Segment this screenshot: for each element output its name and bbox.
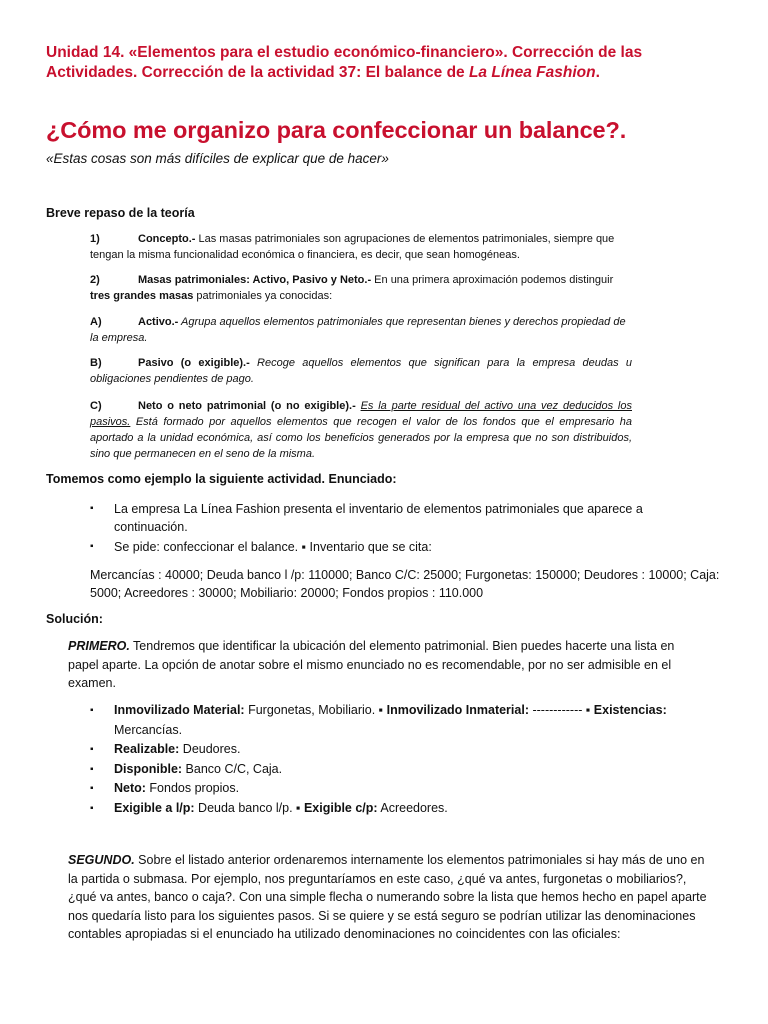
list-label: Exigible a l/p: xyxy=(114,800,195,815)
item-number: 2) xyxy=(90,274,100,286)
theory-item-a xyxy=(90,314,632,346)
item-text: Está formado por aquellos elementos que recogen el valor de los fondos que el empresario ha aportado a la unidad económica, así como los beneficios generados por la empresa que no son distribuidos, sino que permanecen en el seno de la misma. xyxy=(90,416,632,460)
list-item xyxy=(90,760,720,780)
item-bold: tres grandes masas xyxy=(90,290,194,302)
item-label: Concepto.- xyxy=(138,233,196,245)
list-label: Disponible: xyxy=(114,761,183,776)
bullet-icon: ▪ xyxy=(90,541,94,552)
theory-item-2 xyxy=(90,272,632,304)
item-label: Pasivo (o exigible).- xyxy=(138,357,250,369)
solution-heading: Solución: xyxy=(46,612,103,626)
item-underlined: Es la parte residual del activo una vez deducidos los pasivos. xyxy=(90,400,632,428)
step-text: Tendremos que identificar la ubicación del elemento patrimonial. Bien puedes hacerte una lista en papel aparte. La opción de anotar sobre el mismo enunciado no es recomendable, por no ser admisible en el examen. xyxy=(68,639,675,690)
bullet-icon: ▪ xyxy=(90,744,94,755)
list-label: Exigible c/p: xyxy=(303,800,378,815)
list-text: ------------ ▪ xyxy=(528,703,594,717)
list-text: Banco C/C, Caja. xyxy=(182,761,283,776)
list-label: Realizable: xyxy=(114,742,180,756)
item-tail: patrimoniales ya conocidas: xyxy=(193,290,333,302)
list-text: Mercancías. xyxy=(114,722,183,737)
example-heading: Tomemos como ejemplo la siguiente actividad. Enunciado: xyxy=(46,472,397,486)
inventory-text: Mercancías : 40000; Deuda banco l /p: 110000; Banco C/C: 25000; Furgonetas: 150000; Deudores : 10000; Caja: 5000; Acreedores : 30000; Mobiliario: 20000; Fondos propios : 110.000 xyxy=(90,568,720,600)
unit-header-italic: La Línea Fashion xyxy=(468,64,596,81)
bullet-item xyxy=(90,538,730,556)
step-text: Sobre el listado anterior ordenaremos internamente los elementos patrimoniales si hay más de uno en la partida o submasa. Por ejemplo, nos preguntaríamos en este caso, ¿qué va antes, furgonetas o mobiliarios?, ¿qué va antes, banco o caja?. Con una simple flecha o numerando sobre la lista que hemos hecho en papel aparte nos quedaría listo para los siguientes pasos. Si se quiere y se está seguro se podrían utilizar las denominaciones contables apropiadas si el enunciado ha utilizado denominaciones no coincidentes con las oficiales: xyxy=(68,853,707,941)
item-label: Masas patrimoniales: Activo, Pasivo y Neto.- xyxy=(138,274,372,286)
bullet-icon: ▪ xyxy=(90,802,94,814)
bullet-icon: ▪ xyxy=(90,783,94,794)
quote: «Estas cosas son más difíciles de explicar que de hacer» xyxy=(46,151,389,166)
list-label: Existencias: xyxy=(593,703,667,717)
list-item xyxy=(90,701,720,740)
item-number: C) xyxy=(90,400,102,412)
list-text: Acreedores. xyxy=(377,800,448,815)
theory-item-1 xyxy=(90,231,632,263)
bullet-icon: ▪ xyxy=(90,503,94,514)
item-number: A) xyxy=(90,316,102,328)
list-item xyxy=(90,799,720,819)
list-item xyxy=(90,779,720,799)
item-label: Neto o neto patrimonial (o no exigible).- xyxy=(138,400,356,412)
bullet-icon: ▪ xyxy=(90,763,94,775)
list-text: Deudores. xyxy=(179,742,241,756)
item-text: En una primera aproximación podemos distinguir xyxy=(371,274,614,286)
unit-header xyxy=(46,43,736,83)
step-lead: SEGUNDO. xyxy=(68,853,135,867)
list-text: Fondos propios. xyxy=(145,781,240,795)
step-first xyxy=(68,637,708,693)
step-lead: PRIMERO. xyxy=(68,639,130,653)
bullet-text: La empresa La Línea Fashion presenta el inventario de elementos patrimoniales que aparece a continuación. xyxy=(114,502,643,534)
item-text: Las masas patrimoniales son agrupaciones de elementos patrimoniales, siempre que tengan la misma funcionalidad económica o financiera, es decir, que sean homogéneas. xyxy=(90,233,615,261)
item-text: Recoge aquellos elementos que significan para la empresa deudas u obligaciones pendientes de pago. xyxy=(90,357,633,385)
item-text: Agrupa aquellos elementos patrimoniales que representan bienes y derechos propiedad de la empresa. xyxy=(90,316,626,344)
list-label: Inmovilizado Inmaterial: xyxy=(386,703,529,717)
item-label: Activo.- xyxy=(138,316,179,328)
bullet-icon: ▪ xyxy=(90,705,94,716)
list-label: Inmovilizado Material: xyxy=(114,703,245,717)
unit-header-text: Unidad 14. «Elementos para el estudio económico-financiero». Corrección de las Actividades. Corrección de la actividad 37: El balance de xyxy=(46,44,643,81)
list-text: Deuda banco l/p. ▪ xyxy=(194,800,304,815)
theory-heading: Breve repaso de la teoría xyxy=(46,206,195,220)
list-text: Furgonetas, Mobiliario. ▪ xyxy=(244,703,387,717)
item-number: B) xyxy=(90,357,102,369)
list-item xyxy=(90,740,720,760)
theory-item-c xyxy=(90,398,632,462)
step-second xyxy=(68,851,708,944)
classification-list xyxy=(90,701,720,818)
theory-item-b xyxy=(90,355,632,387)
item-number: 1) xyxy=(90,233,100,245)
list-label: Neto: xyxy=(114,781,146,795)
bullet-item xyxy=(90,500,730,536)
page-title: ¿Cómo me organizo para confeccionar un balance?. xyxy=(46,117,627,143)
unit-header-suffix: . xyxy=(595,64,600,81)
bullet-text: Se pide: confeccionar el balance. ▪ Inventario que se cita: xyxy=(114,540,432,554)
